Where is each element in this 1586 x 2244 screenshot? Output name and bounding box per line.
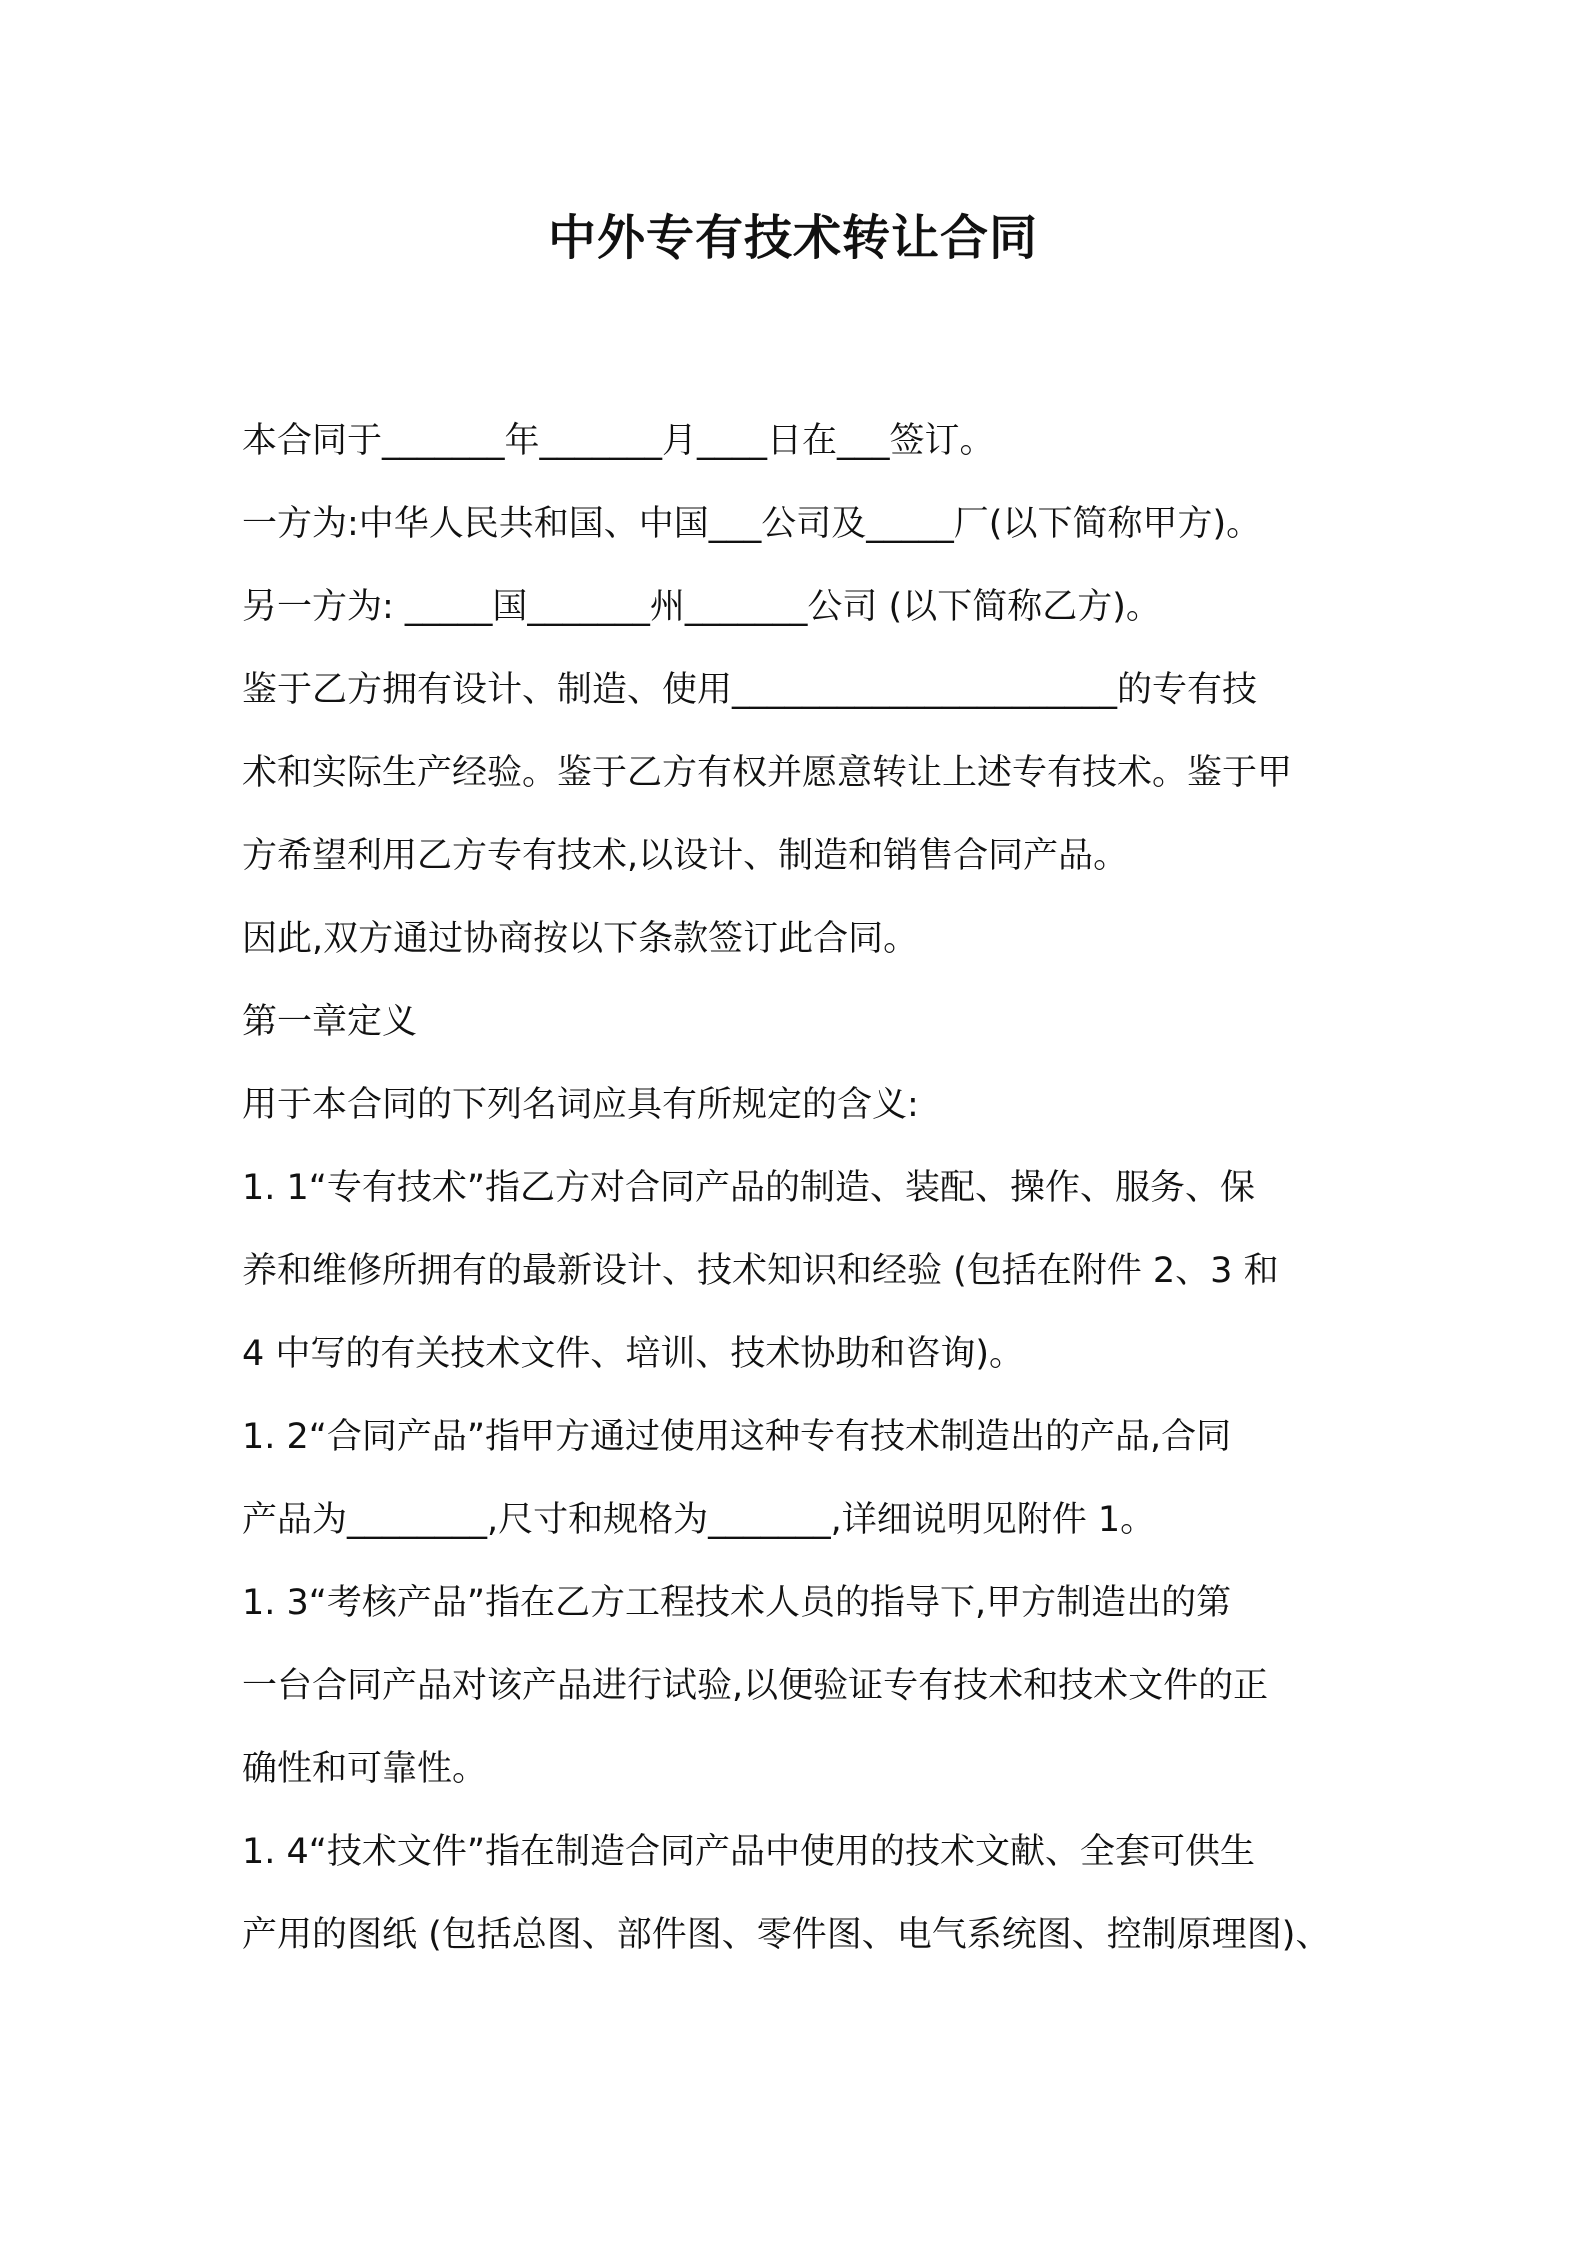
- paragraph-line: 术和实际生产经验。鉴于乙方有权并愿意转让上述专有技术。鉴于甲: [242, 753, 1293, 793]
- clause-line: 一台合同产品对该产品进行试验,以便验证专有技术和技术文件的正: [242, 1666, 1269, 1706]
- chapter-heading: 第一章定义: [242, 1002, 418, 1042]
- paragraph-line: 因此,双方通过协商按以下条款签订此合同。: [242, 919, 919, 959]
- clause-line: 确性和可靠性。: [242, 1749, 488, 1789]
- paragraph-line: 一方为:中华人民共和国、中国___公司及_____厂(以下简称甲方)。: [242, 504, 1262, 544]
- clause-line: 4 中写的有关技术文件、培训、技术协助和咨询)。: [242, 1334, 1025, 1374]
- clause-line: 1. 1“专有技术”指乙方对合同产品的制造、装配、操作、服务、保: [242, 1168, 1256, 1208]
- paragraph-line: 方希望利用乙方专有技术,以设计、制造和销售合同产品。: [242, 836, 1129, 876]
- clause-line: 1. 2“合同产品”指甲方通过使用这种专有技术制造出的产品,合同: [242, 1417, 1232, 1457]
- paragraph-line: 鉴于乙方拥有设计、制造、使用______________________的专有技: [242, 670, 1258, 710]
- document-body: [242, 400, 1352, 1977]
- paragraph-line: 本合同于_______年_______月____日在___签订。: [242, 421, 995, 461]
- clause-line: 1. 3“考核产品”指在乙方工程技术人员的指导下,甲方制造出的第: [242, 1583, 1232, 1623]
- clause-line: 1. 4“技术文件”指在制造合同产品中使用的技术文献、全套可供生: [242, 1832, 1256, 1872]
- paragraph-line: 用于本合同的下列名词应具有所规定的含义:: [242, 1085, 919, 1125]
- clause-line: 产用的图纸 (包括总图、部件图、零件图、电气系统图、控制原理图)、: [242, 1915, 1331, 1955]
- document-title: 中外专有技术转让合同: [547, 210, 1038, 266]
- clause-line: 养和维修所拥有的最新设计、技术知识和经验 (包括在附件 2、3 和: [242, 1251, 1279, 1291]
- paragraph-line: 另一方为: _____国_______州_______公司 (以下简称乙方)。: [242, 587, 1161, 627]
- clause-line: 产品为________,尺寸和规格为_______,详细说明见附件 1。: [242, 1500, 1156, 1540]
